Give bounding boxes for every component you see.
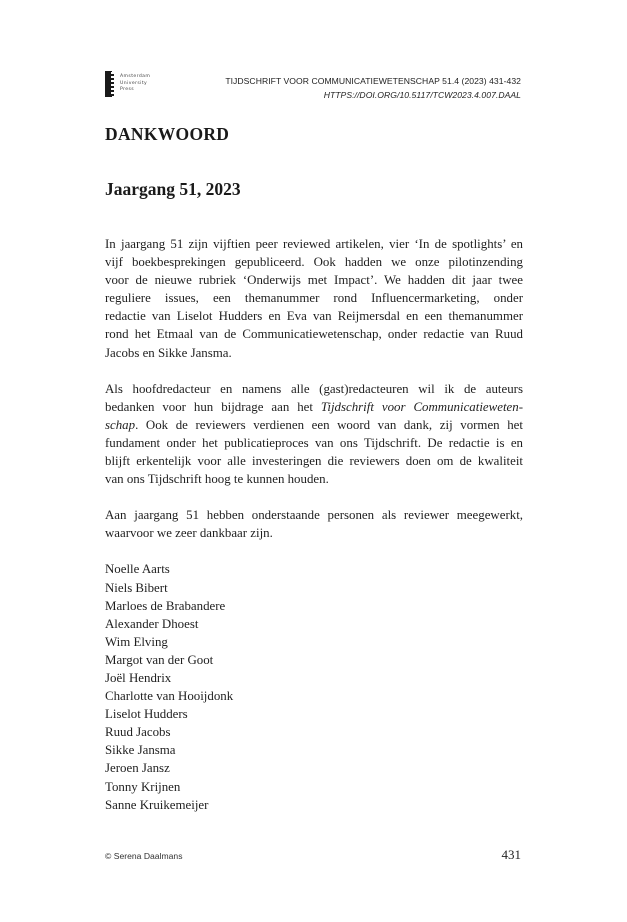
reviewer-name: Marloes de Brabandere [105,598,226,613]
reviewer-name: Alexander Dhoest [105,616,199,631]
reviewer-name: Sanne Kruikemeijer [105,797,209,812]
reviewer-name: Liselot Hudders [105,707,188,722]
reviewer-name: Jeroen Jansz [105,761,170,776]
reviewer-name: Charlotte van Hooijdonk [105,689,234,704]
copyright-notice: © Serena Daalmans [105,851,183,861]
publisher-logo [105,71,165,99]
logo-text [120,71,150,99]
text-line: voor de nieuwe rubriek ‘Onderwijs met Impact’. We hadden dit jaar twee [105,273,523,288]
paragraph-intro [105,235,523,362]
text-line: reguliere issues, een themanummer rond Influencermarketing, onder [105,291,523,306]
text-fragment: bedanken voor hun bijdrage aan het [105,399,321,414]
reviewer-name: Niels Bibert [105,580,168,595]
text-line: waarvoor we zeer dankbaar zijn. [105,526,273,541]
reviewer-list [105,560,523,813]
article-body [105,235,523,814]
reviewer-name: Tonny Krijnen [105,779,181,794]
page-title: DANKWOORD [105,124,230,144]
doi-link[interactable]: HTTPS://DOI.ORG/10.5117/TCW2023.4.007.DAAL [323,90,521,100]
paragraph-thanks [105,380,523,489]
logo-line: Amsterdam [120,74,151,79]
journal-name-italic: Tijdschrift voor Communicatieweten- [320,399,523,414]
section-heading: Jaargang 51, 2023 [105,179,241,199]
logo-line: University [120,80,148,86]
text-line: Als hoofdredacteur en namens alle (gast)redacteuren wil ik de auteurs [105,381,523,396]
logo-line: Press [120,87,135,93]
text-line: Aan jaargang 51 hebben onderstaande personen als reviewer meegewerkt, [105,508,523,523]
text-line: redactie van Liselot Hudders en Eva van Reijmersdal en een themanummer [105,309,523,324]
reviewer-name: Wim Elving [105,634,168,649]
text-line: rond het Etmaal van de Communicatiewetenschap, onder redactie van Ruud [105,327,523,342]
text-line: blijft erkentelijk voor alle investeringen die reviewers doen om de kwaliteit [105,454,523,469]
page-number: 431 [501,847,521,862]
text-line [105,416,523,434]
text-fragment: . Ook de reviewers verdienen een woord van dank, zij vormen het [135,417,523,432]
logo-mark-icon [105,71,112,97]
text-line: fundament onder het publicatieproces van ons Tijdschrift. De redactie is en [105,435,523,450]
journal-header [225,74,521,102]
text-line: van ons Tijdschrift hoog te kunnen houden. [105,472,329,487]
reviewer-name: Margot van der Goot [105,652,214,667]
text-line: vijf boekbesprekingen gepubliceerd. Ook hadden we onze pilotinzending [105,255,523,270]
reviewer-name: Noelle Aarts [105,562,170,577]
reviewer-name: Sikke Jansma [105,743,176,758]
journal-name-italic: schap [105,417,136,432]
text-line [105,398,523,416]
reviewer-name: Joël Hendrix [105,670,172,685]
text-line: Jacobs en Sikke Jansma. [105,345,232,360]
paragraph-reviewers-intro [105,506,523,542]
reviewer-name: Ruud Jacobs [105,725,171,740]
text-line: In jaargang 51 zijn vijftien peer reviewed artikelen, vier ‘In de spotlights’ en [105,237,523,251]
journal-citation: TIJDSCHRIFT VOOR COMMUNICATIEWETENSCHAP 51.4 (2023) 431-432 [225,76,521,86]
